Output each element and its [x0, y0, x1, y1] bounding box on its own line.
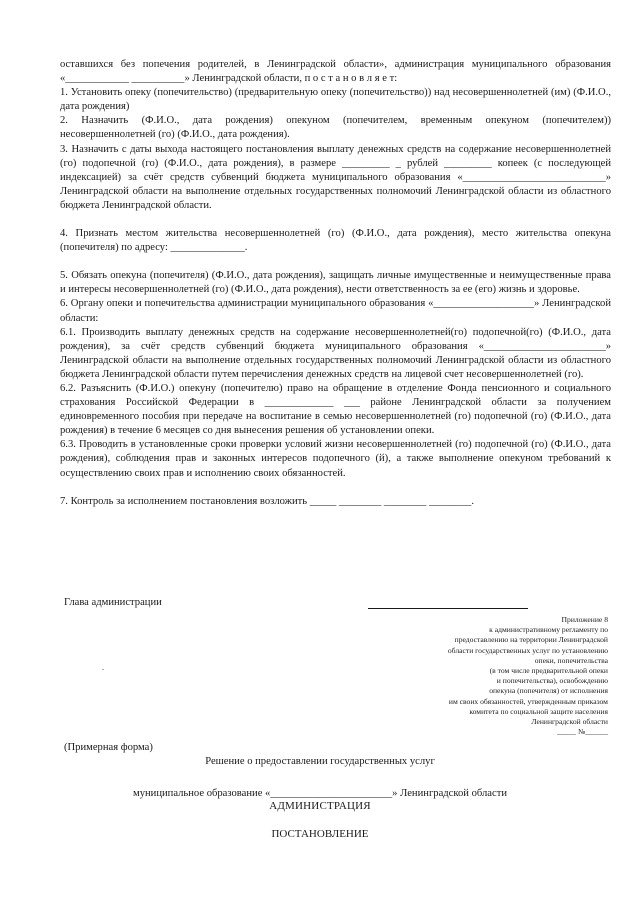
clause-4: 4. Признать местом жительства несовершеннолетней (го) (Ф.И.О., дата рождения), место жительства опекуна (попечителя) по адресу: ______________.: [60, 228, 611, 254]
appendix-line: предоставлению на территории Ленинградской: [454, 635, 608, 645]
form-note: (Примерная форма): [64, 742, 153, 753]
appendix-line: им своих обязанностей, утвержденным приказом: [448, 696, 608, 706]
appendix-note: [358, 615, 608, 737]
clause-1: 1. Установить опеку (попечительство) (предварительную опеку (попечительство)) над несовершеннолетней (им) (Ф.И.О., дата рождения): [60, 87, 611, 113]
clause-5: 5. Обязать опекуна (попечителя) (Ф.И.О., дата рождения), защищать личные имущественные и неимущественные права и интересы несовершеннолетней (го) (Ф.И.О., дата рождения), нести ответственность за ее (его) жизнь и здоровье.: [60, 270, 611, 296]
municipal-line: муниципальное образование «_______________________» Ленинградской области: [132, 788, 508, 799]
clause-7: 7. Контроль за исполнением постановления возложить _____ ________ ________ ________.: [60, 495, 474, 507]
clause-3: 3. Назначить с даты выхода настоящего постановления выплату денежных средств на содержание несовершеннолетней (го) подопечной (го) (Ф.И.О., дата рождения), в размере _________ _ рублей _________ копеек (с последующей индексацией) за счёт средств субвенций бюджета муниципального образования «___________________________» Ленинградской области на выполнение отдельных государственных полномочий Ленинградской области из областного бюджета Ленинградской области.: [60, 143, 611, 211]
decision-title: Решение о предоставлении государственных услуг: [205, 756, 435, 767]
clause-2: 2. Назначить (Ф.И.О., дата рождения) опекуном (попечителем, временным опекуном (попечителем)) несовершеннолетней (го) (Ф.И.О., дата рождения).: [60, 115, 611, 141]
appendix-line: опекуна (попечителя) от исполнения: [489, 686, 608, 696]
intro-paragraph: оставшихся без попечения родителей, в Ленинградской области», администрация муниципального образования «____________ __________» Ленинградской области, п о с т а н о в л я е т:: [60, 59, 611, 85]
clause-6: 6. Органу опеки и попечительства администрации муниципального образования «___________________» Ленинградской области:: [60, 298, 611, 324]
clause-6-3: 6.3. Проводить в установленные сроки проверки условий жизни несовершеннолетней (го) подопечной (го) (Ф.И.О., дата рождения), соблюдения прав и законных интересов подопечного (й), а также выполнение опекуном требований к осуществлению своих прав и исполнению своих обязанностей.: [60, 439, 611, 479]
signature-label: Глава администрации: [64, 597, 162, 608]
appendix-line: _____ №______: [557, 727, 608, 737]
appendix-line: к административному регламенту по: [489, 625, 608, 635]
appendix-line: (в том числе предварительной опеки: [489, 666, 608, 676]
appendix-line: комитета по социальной защите населения: [469, 706, 608, 716]
appendix-line: опеки, попечительства: [534, 655, 608, 665]
admin-heading: АДМИНИСТРАЦИЯ: [269, 800, 371, 812]
appendix-line: Приложение 8: [561, 615, 608, 624]
appendix-line: Ленинградской области: [531, 717, 608, 727]
clause-6-1: 6.1. Производить выплату денежных средств на содержание несовершеннолетней(го) подопечной(го) (Ф.И.О., дата рождения), за счёт средств субвенций бюджета муниципального образования «_______________________» Ленинградской области на выполнение отдельных государственных полномочий Ленинградской области из областного бюджета Ленинградской области путем перечисления денежных средств на лицевой счет несовершеннолетней (го).: [60, 326, 611, 380]
signature-row: [64, 597, 624, 613]
stray-mark: .: [102, 663, 104, 672]
appendix-line: и попечительства), освобождению: [496, 676, 608, 686]
resolution-heading: ПОСТАНОВЛЕНИЕ: [271, 828, 369, 840]
clause-6-2: 6.2. Разъяснить (Ф.И.О.) опекуну (попечителю) право на обращение в отделение Фонда пенсионного и социального страхования Российской Федерации в _____________ ___ районе Ленинградской области за получением единовременного пособия при передаче на воспитание в семью несовершеннолетней (го) подопечной (го) (Ф.И.О., дата рождения) в течение 6 месяцев со дня вынесения решения об установлении опеки.: [60, 382, 611, 437]
signature-line: [368, 608, 528, 609]
appendix-line: области государственных услуг по установлению: [447, 645, 608, 655]
resolution-body: [60, 58, 611, 509]
